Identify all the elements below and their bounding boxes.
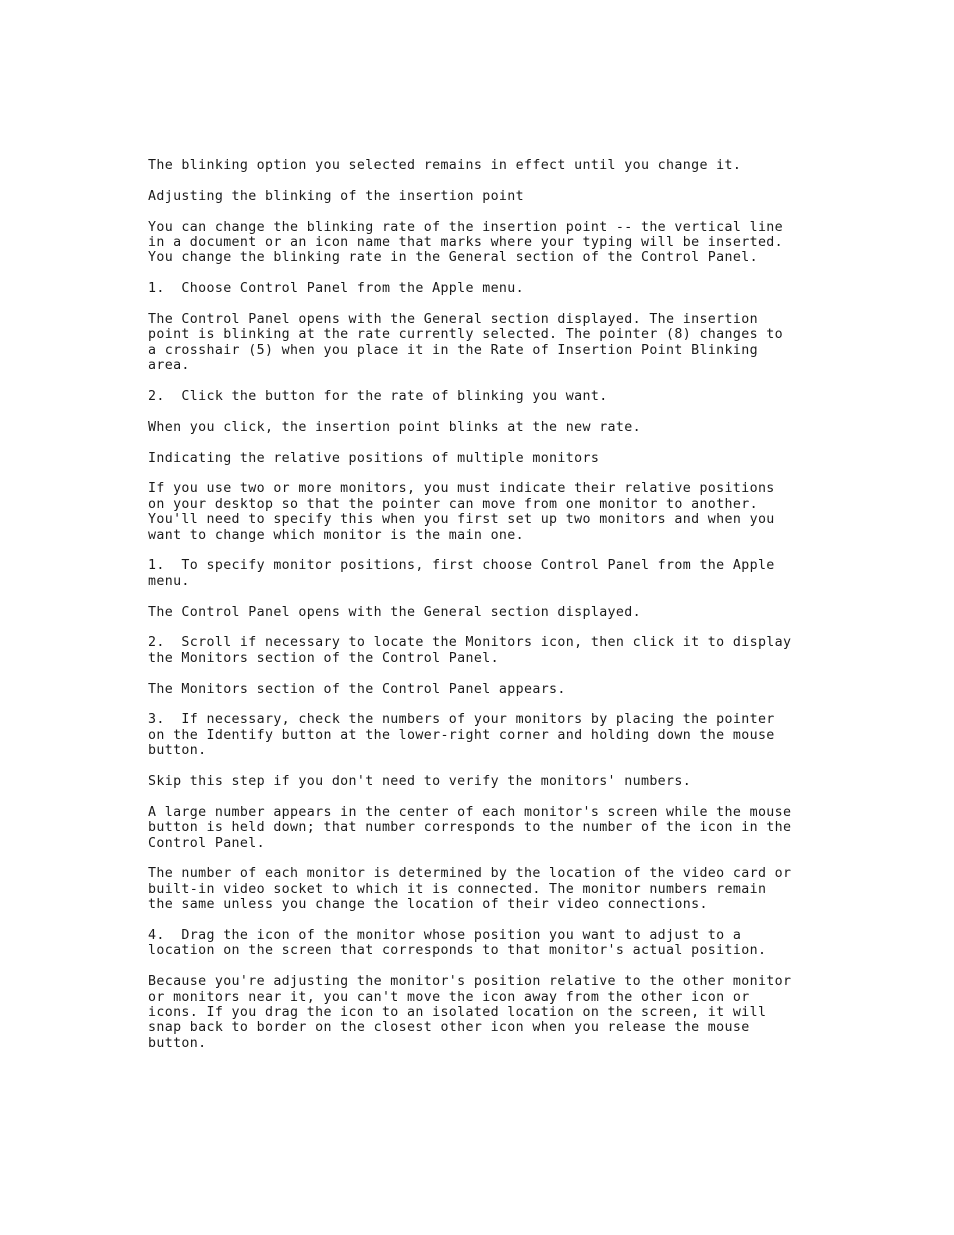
- paragraph-insertion-point-intro: You can change the blinking rate of the insertion point -- the vertical line in a document or an icon name that marks where your typing will be inserted. You change the blinking rate in the General section of the Control Panel.: [148, 219, 784, 266]
- step-choose-control-panel: 1. Choose Control Panel from the Apple menu.: [148, 281, 524, 297]
- heading-multiple-monitors: Indicating the relative positions of multiple monitors: [148, 450, 600, 466]
- paragraph-new-rate: When you click, the insertion point blinks at the new rate.: [148, 419, 641, 435]
- paragraph-monitors-intro: If you use two or more monitors, you must indicate their relative positions on your desktop so that the pointer can move from one monitor to another. You'll need to specify this when you first set up two monitors and when you want to change which monitor is the main one.: [148, 481, 775, 543]
- document-page: [148, 158, 868, 1067]
- paragraph-monitors-section-appears: The Monitors section of the Control Panel appears.: [148, 681, 566, 697]
- paragraph-control-panel-opens: The Control Panel opens with the General section displayed. The insertion point is blinking at the rate currently selected. The pointer (8) changes to a crosshair (5) when you place it in the Rate of Insertion Point Blinking area.: [148, 312, 784, 374]
- step-scroll-monitors-icon: 2. Scroll if necessary to locate the Monitors icon, then click it to display the Monitors section of the Control Panel.: [148, 635, 792, 666]
- paragraph-skip-step: Skip this step if you don't need to verify the monitors' numbers.: [148, 774, 692, 790]
- step-specify-monitor-positions: 1. To specify monitor positions, first choose Control Panel from the Apple menu.: [148, 558, 775, 589]
- paragraph-general-section-displayed: The Control Panel opens with the General section displayed.: [148, 604, 641, 620]
- paragraph-blinking-effect: The blinking option you selected remains in effect until you change it.: [148, 158, 742, 173]
- step-click-rate-button: 2. Click the button for the rate of blinking you want.: [148, 389, 608, 405]
- heading-adjusting-blinking: Adjusting the blinking of the insertion point: [148, 188, 524, 204]
- paragraph-large-number-appears: A large number appears in the center of each monitor's screen while the mouse button is held down; that number corresponds to the number of the icon in the Control Panel.: [148, 804, 792, 851]
- paragraph-monitor-number-determined: The number of each monitor is determined by the location of the video card or built-in video socket to which it is connected. The monitor numbers remain the same unless you change the location of their video connections.: [148, 866, 792, 913]
- step-drag-monitor-icon: 4. Drag the icon of the monitor whose position you want to adjust to a location on the screen that corresponds to that monitor's actual position.: [148, 928, 767, 959]
- step-check-monitor-numbers: 3. If necessary, check the numbers of your monitors by placing the pointer on the Identify button at the lower-right corner and holding down the mouse button.: [148, 712, 775, 759]
- paragraph-snap-back: Because you're adjusting the monitor's position relative to the other monitor or monitors near it, you can't move the icon away from the other icon or icons. If you drag the icon to an isolated location on the screen, it will snap back to border on the closest other icon when you release the mouse button.: [148, 974, 792, 1051]
